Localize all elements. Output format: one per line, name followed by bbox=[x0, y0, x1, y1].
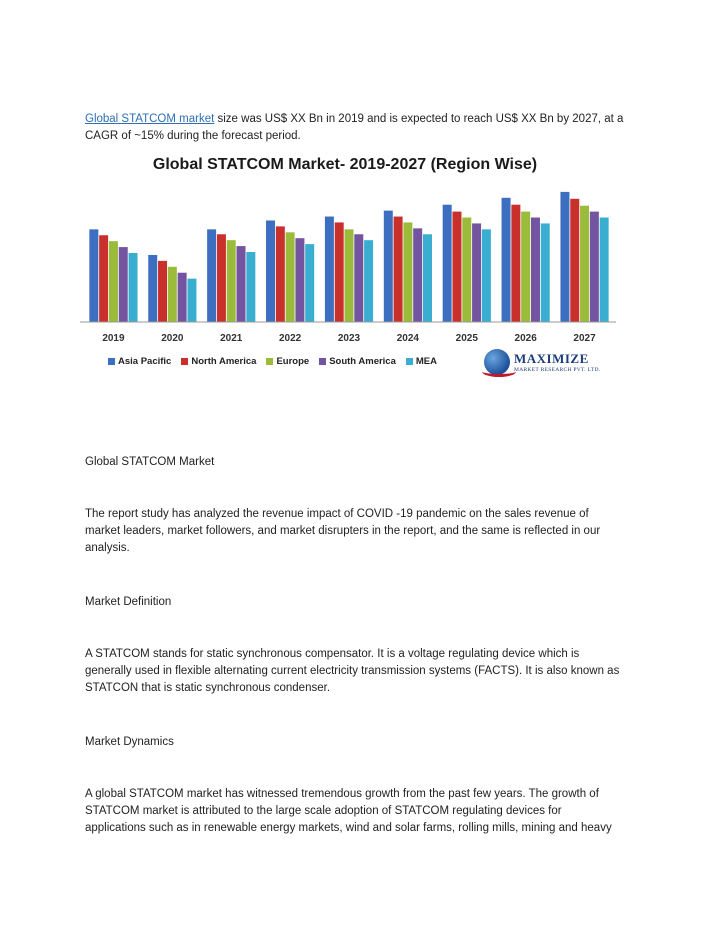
bar-2026-europe bbox=[521, 212, 530, 322]
x-tick-label: 2026 bbox=[514, 333, 537, 344]
legend-item-asia-pacific bbox=[108, 356, 171, 367]
legend-swatch bbox=[181, 358, 188, 365]
bar-2022-north-america bbox=[276, 226, 285, 322]
text-line: market leaders, market followers, and market disrupters in the report, and the same is reflected in our bbox=[85, 525, 601, 537]
text-line: analysis. bbox=[85, 542, 130, 554]
x-tick-label: 2019 bbox=[102, 333, 125, 344]
statcom-market-link[interactable]: Global STATCOM market bbox=[85, 113, 215, 125]
bar-2023-europe bbox=[345, 229, 354, 322]
bar-2027-europe bbox=[580, 206, 589, 322]
x-tick-label: 2021 bbox=[220, 333, 243, 344]
legend-label: South America bbox=[329, 356, 396, 367]
bar-2021-south-america bbox=[237, 246, 246, 322]
bar-2022-south-america bbox=[295, 238, 304, 322]
intro-text: size was US$ XX Bn in 2019 and is expected to reach US$ XX Bn by 2027, at a bbox=[214, 113, 624, 125]
bar-2024-north-america bbox=[394, 217, 403, 322]
bar-2027-north-america bbox=[570, 199, 579, 322]
legend-label: MEA bbox=[415, 356, 438, 367]
text-line: generally used in flexible alternating current electricity transmission systems (FACTS). It is also known as bbox=[85, 665, 620, 677]
swoosh-icon bbox=[482, 366, 516, 377]
text-line: STATCON that is static synchronous condenser. bbox=[85, 682, 331, 694]
bar-2019-europe bbox=[109, 241, 118, 322]
bar-2023-north-america bbox=[335, 222, 344, 322]
intro-paragraph bbox=[85, 111, 645, 145]
legend-item-north-america bbox=[181, 356, 256, 367]
bar-2027-south-america bbox=[590, 212, 599, 322]
legend-item-mea bbox=[406, 356, 437, 367]
x-tick-label: 2027 bbox=[573, 333, 596, 344]
bar-2020-south-america bbox=[178, 273, 187, 322]
bar-2021-mea bbox=[246, 252, 255, 322]
bar-2022-asia-pacific bbox=[266, 220, 275, 322]
text-line: STATCOM market is attributed to the large scale adoption of STATCOM regulating devices for bbox=[85, 805, 562, 817]
figure-caption bbox=[85, 454, 645, 471]
legend-item-europe bbox=[266, 356, 309, 367]
legend-label: North America bbox=[191, 356, 257, 367]
legend-label: Europe bbox=[276, 356, 310, 367]
chart-figure bbox=[70, 150, 630, 390]
legend-swatch bbox=[266, 358, 273, 365]
logo-subtitle: MARKET RESEARCH PVT. LTD. bbox=[514, 367, 601, 373]
bar-2025-europe bbox=[462, 218, 471, 322]
bar-chart bbox=[70, 150, 630, 350]
bar-2020-europe bbox=[168, 267, 177, 322]
bar-2020-mea bbox=[187, 279, 196, 322]
x-tick-label: 2025 bbox=[455, 333, 478, 344]
bar-2019-south-america bbox=[119, 247, 128, 322]
legend-item-south-america bbox=[319, 356, 396, 367]
maximize-logo bbox=[484, 348, 614, 382]
bar-2021-asia-pacific bbox=[207, 229, 216, 322]
bar-2019-mea bbox=[129, 253, 138, 322]
caption-text: Global STATCOM Market bbox=[85, 456, 215, 468]
legend-swatch bbox=[319, 358, 326, 365]
bar-2019-north-america bbox=[99, 235, 108, 322]
chart-legend bbox=[108, 356, 447, 367]
bar-2027-asia-pacific bbox=[560, 192, 569, 322]
legend-swatch bbox=[108, 358, 115, 365]
bar-2026-south-america bbox=[531, 218, 540, 322]
bar-2021-north-america bbox=[217, 234, 226, 322]
bar-2022-mea bbox=[305, 244, 314, 322]
bar-2021-europe bbox=[227, 240, 236, 322]
bar-2025-asia-pacific bbox=[443, 205, 452, 322]
chart-title: Global STATCOM Market- 2019-2027 (Region Wise) bbox=[152, 156, 538, 173]
text-line: applications such as in renewable energy markets, wind and solar farms, rolling mills, mining and heavy bbox=[85, 822, 612, 834]
bar-2023-south-america bbox=[354, 234, 363, 322]
text-line: The report study has analyzed the revenue impact of COVID -19 pandemic on the sales revenue of bbox=[85, 508, 589, 520]
bar-2022-europe bbox=[286, 232, 295, 322]
intro-text-line2: CAGR of ~15% during the forecast period. bbox=[85, 130, 301, 142]
bar-2024-south-america bbox=[413, 228, 422, 322]
bar-2026-mea bbox=[541, 223, 550, 322]
bar-2025-mea bbox=[482, 229, 491, 322]
x-tick-label: 2024 bbox=[396, 333, 420, 344]
market-dynamics-heading bbox=[85, 734, 645, 751]
bar-2020-north-america bbox=[158, 261, 167, 322]
bar-2027-mea bbox=[600, 218, 609, 322]
bar-2019-asia-pacific bbox=[89, 229, 98, 322]
legend-label: Asia Pacific bbox=[118, 356, 172, 367]
bar-2024-asia-pacific bbox=[384, 211, 393, 322]
bar-2024-mea bbox=[423, 234, 432, 322]
market-definition-paragraph bbox=[85, 646, 645, 697]
text-line: A STATCOM stands for static synchronous compensator. It is a voltage regulating device which is bbox=[85, 648, 580, 660]
x-tick-label: 2020 bbox=[161, 333, 184, 344]
bar-2020-asia-pacific bbox=[148, 255, 157, 322]
market-definition-heading bbox=[85, 594, 645, 611]
bar-2025-north-america bbox=[452, 212, 461, 322]
x-tick-label: 2022 bbox=[278, 333, 302, 344]
bar-2023-mea bbox=[364, 240, 373, 322]
text-line: A global STATCOM market has witnessed tremendous growth from the past few years. The growth of bbox=[85, 788, 599, 800]
bar-2026-north-america bbox=[511, 205, 520, 322]
x-tick-label: 2023 bbox=[337, 333, 361, 344]
logo-name: MAXIMIZE bbox=[514, 351, 589, 366]
bar-2024-europe bbox=[403, 222, 412, 322]
market-dynamics-paragraph bbox=[85, 786, 645, 837]
legend-swatch bbox=[406, 358, 413, 365]
bar-2023-asia-pacific bbox=[325, 217, 334, 322]
covid-impact-paragraph bbox=[85, 506, 645, 557]
heading-text: Market Definition bbox=[85, 596, 172, 608]
bar-2026-asia-pacific bbox=[502, 198, 511, 322]
heading-text: Market Dynamics bbox=[85, 736, 174, 748]
bar-2025-south-america bbox=[472, 223, 481, 322]
